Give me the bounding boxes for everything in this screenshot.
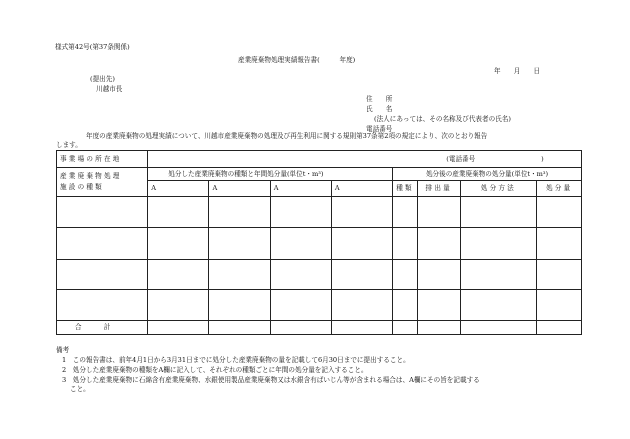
note-2: 2 処分した産業廃棄物の種類をA欄に記入して、それぞれの種類ごとに年間の処分量を記入すること。 bbox=[62, 366, 368, 374]
table-row bbox=[57, 290, 582, 321]
table-row bbox=[57, 228, 582, 260]
date-line: 年 月 日 bbox=[494, 67, 541, 75]
notes-title: 備考 bbox=[56, 346, 70, 354]
col-a-1: A bbox=[148, 181, 209, 197]
submit-to: (提出先) bbox=[90, 75, 115, 83]
note-1: 1 この報告書は、前年4月1日から3月31日までに処分した産業廃棄物の量を記載して6月30日までに提出すること。 bbox=[62, 356, 410, 364]
facility-label-line2: 施設の種類 bbox=[60, 183, 104, 191]
group1-header: 処分した産業廃棄物の種類と年間処分量(単位t・m³) bbox=[148, 168, 393, 181]
phone-field[interactable]: (電話番号 ) bbox=[148, 151, 582, 168]
col-a-4: A bbox=[331, 181, 392, 197]
group-header-row bbox=[57, 168, 582, 181]
total-label: 合 計 bbox=[57, 321, 148, 335]
report-title: 産業廃棄物処理実績報告書( 年度) bbox=[238, 56, 356, 64]
col-a-2: A bbox=[209, 181, 270, 197]
table-row bbox=[57, 197, 582, 228]
disposal-table bbox=[56, 150, 582, 335]
col-a-3: A bbox=[270, 181, 331, 197]
facility-label-line1: 産業廃棄物処理 bbox=[60, 172, 122, 181]
col-method-header: 処分方法 bbox=[460, 181, 537, 197]
location-label: 事業場の所在地 bbox=[57, 151, 148, 168]
addressee: 川越市長 bbox=[96, 85, 123, 93]
group2-header: 処分後の産業廃棄物の処分量(単位t・m³) bbox=[393, 168, 582, 181]
col-discharge-header: 排出量 bbox=[417, 181, 460, 197]
intro-text-line1: 年度の産業廃棄物の処理実績について、川越市産業廃棄物の処理及び再生利用に関する規則第37条第2項の規定により、次のとおり報告 bbox=[86, 132, 488, 140]
form-number: 様式第42号(第37条関係) bbox=[55, 43, 130, 51]
table-row bbox=[57, 260, 582, 290]
total-row bbox=[57, 321, 582, 335]
name-label: 氏 名 bbox=[366, 105, 393, 113]
address-label: 住 所 bbox=[366, 95, 393, 103]
location-row bbox=[57, 151, 582, 168]
corp-note: (法人にあっては、その名称及び代表者の氏名) bbox=[374, 115, 511, 123]
facility-type-header bbox=[57, 168, 148, 197]
phone-label: 電話番号 bbox=[366, 125, 393, 133]
note-3-continuation: こと。 bbox=[70, 385, 90, 393]
col-type-header: 種類 bbox=[393, 181, 418, 197]
note-3: 3 処分した産業廃棄物に石綿含有産業廃棄物、水銀使用製品産業廃棄物又は水銀含有ばいじん等が含まれる場合は、A欄にその旨を記載する bbox=[62, 376, 480, 384]
intro-text-line2: します。 bbox=[56, 141, 82, 149]
col-amount-header: 処分量 bbox=[537, 181, 582, 197]
